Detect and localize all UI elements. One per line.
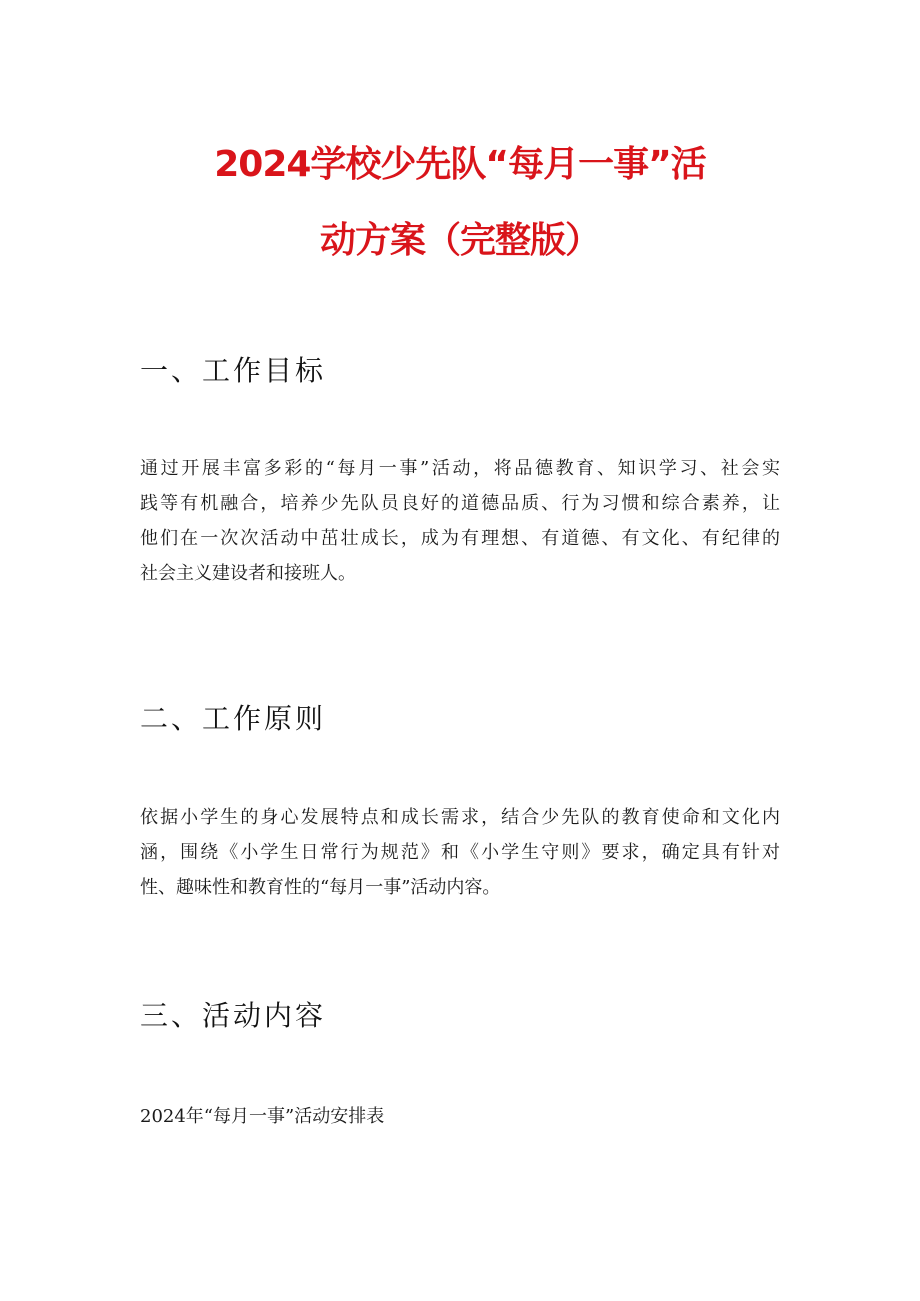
paragraph-line: 践等有机融合，培养少先队员良好的道德品质、行为习惯和综合素养，让 bbox=[140, 493, 780, 514]
section-paragraph-work-principles bbox=[140, 800, 780, 905]
paragraph-line: 性、趣味性和教育性的“每月一事”活动内容。 bbox=[140, 877, 501, 898]
paragraph-line: 他们在一次次活动中茁壮成长，成为有理想、有道德、有文化、有纪律的 bbox=[140, 528, 780, 549]
section-heading-work-principles: 二、工作原则 bbox=[140, 702, 327, 735]
section-heading-activity-content: 三、活动内容 bbox=[140, 999, 327, 1032]
document-title-line-2: 动方案（完整版） bbox=[319, 220, 600, 261]
paragraph-line: 依据小学生的身心发展特点和成长需求，结合少先队的教育使命和文化内 bbox=[140, 807, 780, 828]
paragraph-line: 通过开展丰富多彩的“每月一事”活动，将品德教育、知识学习、社会实 bbox=[140, 458, 780, 479]
section-heading-work-goals: 一、工作目标 bbox=[140, 354, 327, 387]
paragraph-line: 涵，围绕《小学生日常行为规范》和《小学生守则》要求，确定具有针对 bbox=[140, 842, 780, 863]
document-title-line-1: 2024学校少先队“每月一事”活 bbox=[214, 144, 706, 185]
schedule-table-caption: 2024年“每月一事”活动安排表 bbox=[140, 1106, 385, 1127]
paragraph-line: 社会主义建设者和接班人。 bbox=[140, 563, 356, 584]
section-paragraph-work-goals bbox=[140, 451, 780, 591]
